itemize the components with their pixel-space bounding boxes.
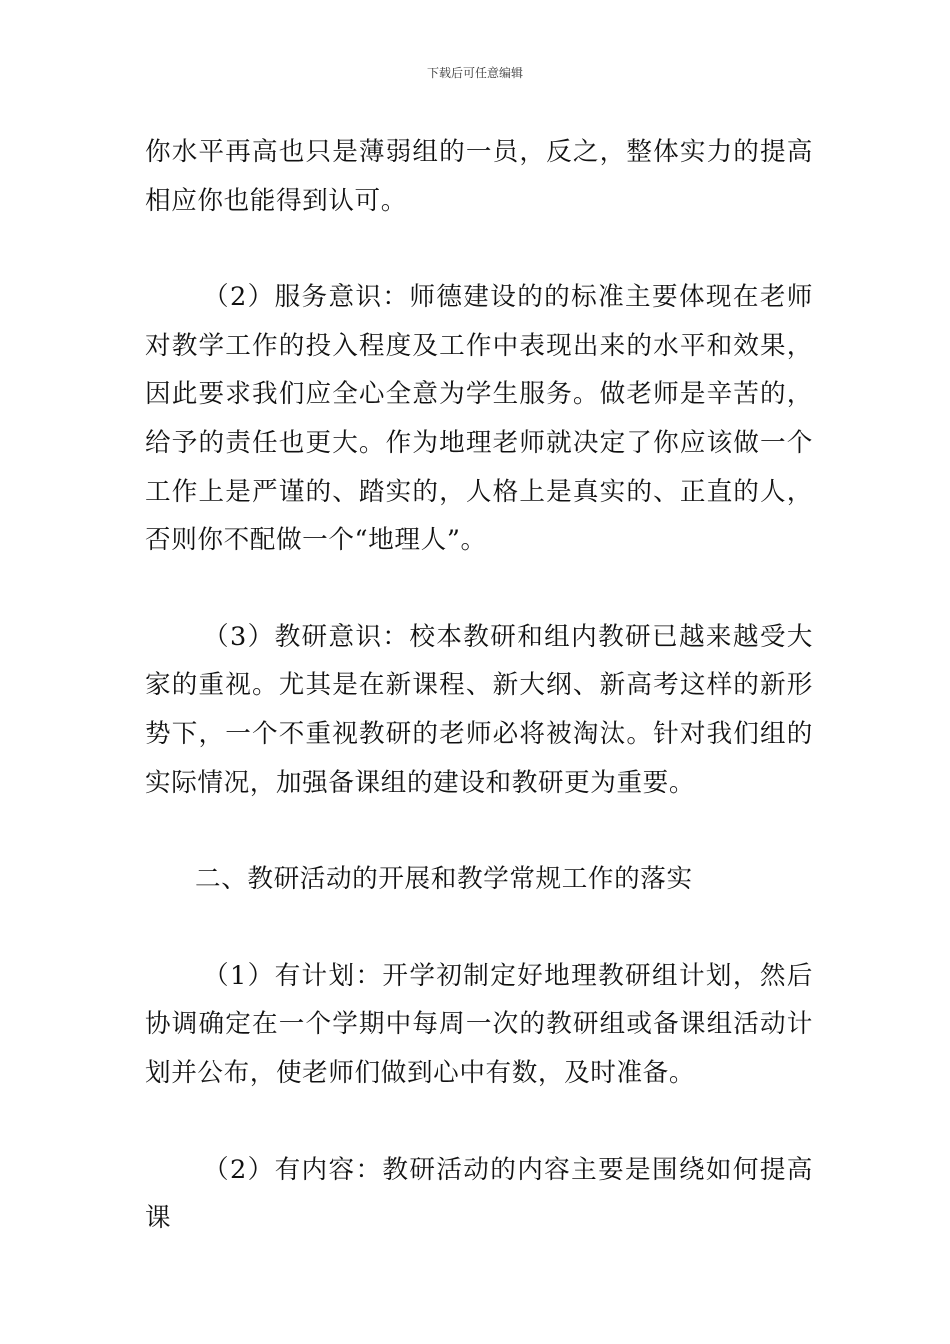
paragraph-service-awareness: （2）服务意识：师德建设的的标准主要体现在老师对教学工作的投入程度及工作中表现出来的水平和效果，因此要求我们应全心全意为学生服务。做老师是辛苦的，给予的责任也更大。作为地理老师就决定了你应该做一个工作上是严谨的、踏实的，人格上是真实的、正直的人，否则你不配做一个“地理人”。 <box>145 282 813 556</box>
paragraph-continuation: 你水平再高也只是薄弱组的一员，反之，整体实力的提高相应你也能得到认可。 <box>145 137 813 216</box>
paragraph-research-awareness: （3）教研意识：校本教研和组内教研已越来越受大家的重视。尤其是在新课程、新大纲、新高考这样的新形势下，一个不重视教研的老师必将被淘汰。针对我们组的实际情况，加强备课组的建设和教研更为重要。 <box>145 621 813 798</box>
paragraph-has-content: （2）有内容：教研活动的内容主要是围绕如何提高课 <box>145 1154 813 1234</box>
section-heading: 二、教研活动的开展和教学常规工作的落实 <box>195 864 693 895</box>
paragraph-has-plan: （1）有计划：开学初制定好地理教研组计划，然后协调确定在一个学期中每周一次的教研组或备课组活动计划并公布，使老师们做到心中有数，及时准备。 <box>145 960 813 1088</box>
document-body <box>145 128 813 1243</box>
page-header-note: 下载后可任意编辑 <box>426 66 523 80</box>
